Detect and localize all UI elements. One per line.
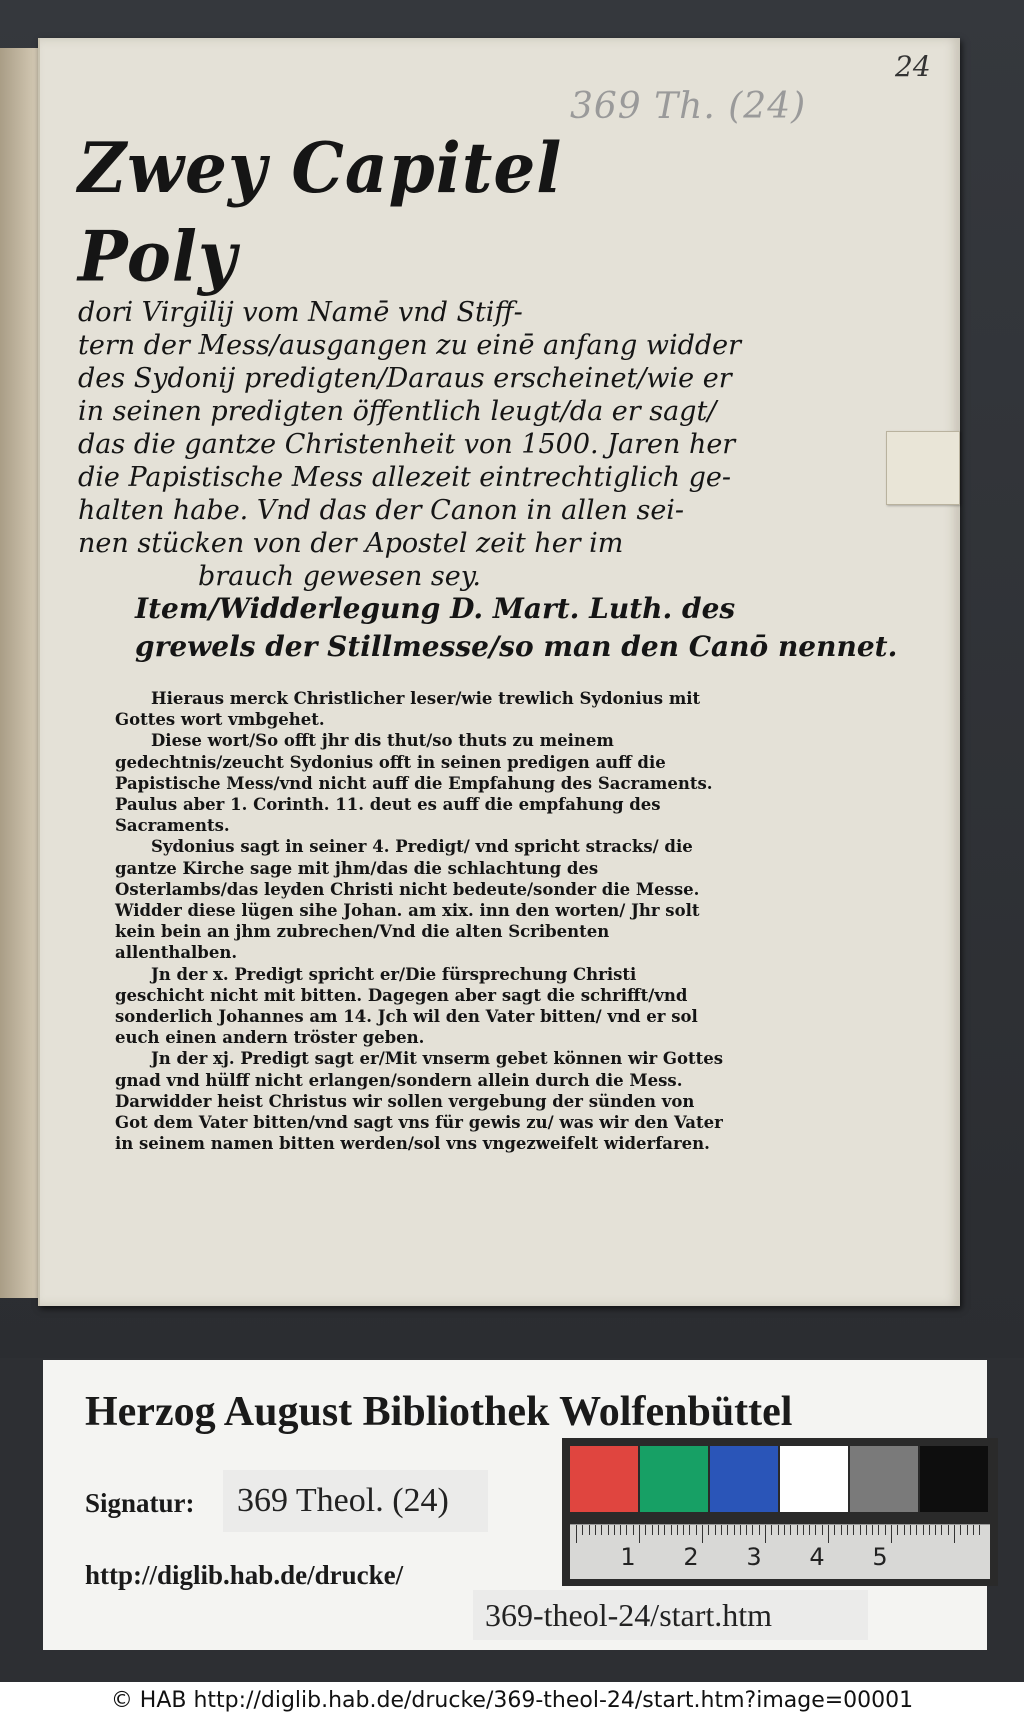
color-swatch (780, 1446, 848, 1512)
ruler-tick (809, 1525, 810, 1535)
footer-bar (0, 1682, 1024, 1721)
ruler-tick (784, 1525, 785, 1535)
title-line: das die gantze Christenheit von 1500. Jaren her (78, 429, 736, 460)
url-part-2: 369-theol-24/start.htm (473, 1590, 868, 1640)
ruler-tick (847, 1525, 848, 1535)
paragraph: Jn der xj. Predigt sagt er/Mit vnserm gebet können wir Gottes gnad vnd hülff nicht erlangen/sondern allein durch die Mess. Darwidder heist Christus wir sollen vergebung der sünden von Got dem Vater bitten/vnd sagt vns für gewis zu/ was wir den Vater in seinem namen bitten werden/sol vns vngezweifelt widerfaren. (115, 1049, 724, 1154)
ruler-tick (841, 1525, 842, 1535)
ruler-tick (872, 1525, 873, 1535)
ruler-tick (960, 1525, 961, 1535)
signatur-value: 369 Theol. (24) (223, 1470, 488, 1532)
ruler-tick (979, 1525, 980, 1535)
ruler-tick (967, 1525, 968, 1535)
title-line: brauch gewesen sey. (198, 561, 482, 592)
color-swatch (570, 1446, 638, 1512)
ruler-tick (860, 1525, 861, 1535)
ruler-tick (645, 1525, 646, 1535)
ruler-tick (878, 1525, 879, 1535)
paragraph: Diese wort/So offt jhr dis thut/so thuts zu meinem gedechtnis/zeucht Sydonius offt in seinen predigen auff die Papistische Mess/vnd nicht auff die Empfahung des Sacraments. Paulus aber 1. Corinth. 11. deut es auff die empfahung des Sacraments. (115, 731, 713, 836)
item-line: grewels der Stillmesse/so man den Canō nennet. (135, 630, 898, 663)
handwritten-shelfmark: 369 Th. (24) (570, 86, 807, 127)
ruler-tick (797, 1525, 798, 1535)
ruler-tick (702, 1525, 703, 1543)
ruler-tick (677, 1525, 678, 1535)
ruler-tick (822, 1525, 823, 1535)
ruler-tick (614, 1525, 615, 1535)
title-line: die Papistische Mess allezeit eintrechtiglich ge- (78, 462, 732, 493)
ruler-tick (910, 1525, 911, 1535)
ruler-tick (885, 1525, 886, 1535)
measurement-ruler (570, 1524, 990, 1579)
ruler-tick (633, 1525, 634, 1535)
ruler-number: 2 (683, 1543, 699, 1571)
ruler-tick (897, 1525, 898, 1535)
body-text (115, 688, 727, 1154)
color-swatch (640, 1446, 708, 1512)
color-calibration-bar (562, 1438, 998, 1586)
color-swatch (850, 1446, 918, 1512)
ruler-tick (954, 1525, 955, 1543)
ruler-tick (916, 1525, 917, 1535)
ruler-tick (866, 1525, 867, 1535)
ruler-tick (790, 1525, 791, 1535)
ruler-tick (626, 1525, 627, 1535)
ruler-tick (734, 1525, 735, 1535)
ruler-tick (671, 1525, 672, 1535)
book-page (38, 38, 960, 1306)
ruler-tick (815, 1525, 816, 1535)
ruler-tick (582, 1525, 583, 1535)
color-swatch (920, 1446, 988, 1512)
ruler-tick (935, 1525, 936, 1535)
ruler-tick (834, 1525, 835, 1535)
ruler-tick (608, 1525, 609, 1535)
ruler-tick (891, 1525, 892, 1543)
ruler-tick (683, 1525, 684, 1535)
ruler-tick (923, 1525, 924, 1535)
title-block (78, 126, 742, 593)
ruler-number: 1 (620, 1543, 636, 1571)
signatur-label: Signatur: (85, 1488, 195, 1518)
title-line: des Sydonij predigten/Daraus erscheinet/wie er (78, 363, 732, 394)
ruler-tick (948, 1525, 949, 1535)
ruler-tick (696, 1525, 697, 1535)
ruler-tick (639, 1525, 640, 1543)
ruler-tick (973, 1525, 974, 1535)
ruler-tick (652, 1525, 653, 1535)
ruler-number: 5 (872, 1543, 888, 1571)
item-line: Item/Widderlegung D. Mart. Luth. des (135, 592, 736, 625)
ruler-tick (601, 1525, 602, 1535)
ruler-tick (576, 1525, 577, 1543)
folio-number: 24 (895, 50, 931, 83)
library-name: Herzog August Bibliothek Wolfenbüttel (85, 1389, 793, 1435)
ruler-tick (778, 1525, 779, 1535)
paper-tab (886, 431, 960, 505)
ruler-tick (941, 1525, 942, 1535)
title-line: dori Virgilij vom Namē vnd Stiff- (78, 297, 523, 328)
copyright-footer: © HAB http://diglib.hab.de/drucke/369-theol-24/start.htm?image=00001 (110, 1688, 914, 1713)
ruler-tick (715, 1525, 716, 1535)
library-label-card (43, 1360, 987, 1650)
page-title: Zwey Capitel Poly (78, 126, 563, 298)
color-swatch (710, 1446, 778, 1512)
ruler-tick (759, 1525, 760, 1535)
title-line: in seinen predigten öffentlich leugt/da er sagt/ (78, 396, 717, 427)
ruler-tick (589, 1525, 590, 1535)
ruler-tick (771, 1525, 772, 1535)
ruler-tick (740, 1525, 741, 1535)
ruler-tick (708, 1525, 709, 1535)
ruler-tick (658, 1525, 659, 1535)
ruler-tick (727, 1525, 728, 1535)
ruler-tick (929, 1525, 930, 1535)
ruler-tick (828, 1525, 829, 1543)
ruler-tick (721, 1525, 722, 1535)
ruler-tick (595, 1525, 596, 1535)
ruler-tick (689, 1525, 690, 1535)
ruler-tick (620, 1525, 621, 1535)
ruler-number: 4 (809, 1543, 825, 1571)
ruler-tick (904, 1525, 905, 1535)
ruler-tick (765, 1525, 766, 1543)
ruler-tick (746, 1525, 747, 1535)
ruler-number: 3 (746, 1543, 762, 1571)
ruler-tick (664, 1525, 665, 1535)
ruler-tick (752, 1525, 753, 1535)
paragraph: Jn der x. Predigt spricht er/Die fürsprechung Christi geschicht nicht mit bitten. Dagegen aber sagt die schrifft/vnd sonderlich Johannes am 14. Jch wil den Vater bitten/ vnd er sol euch einen andern tröster geben. (115, 964, 698, 1048)
title-line: tern der Mess/ausgangen zu einē anfang widder (78, 330, 742, 361)
ruler-tick (853, 1525, 854, 1535)
ruler-tick (803, 1525, 804, 1535)
url-part-1: http://diglib.hab.de/drucke/ (85, 1560, 404, 1590)
title-subtitle (78, 296, 742, 593)
title-line: halten habe. Vnd das der Canon in allen sei- (78, 495, 685, 526)
paragraph: Hieraus merck Christlicher leser/wie trewlich Sydonius mit Gottes wort vmbgehet. (115, 689, 701, 730)
item-heading (135, 590, 898, 666)
title-line: nen stücken von der Apostel zeit her im (78, 528, 624, 559)
color-swatches (570, 1446, 990, 1512)
paragraph: Sydonius sagt in seiner 4. Predigt/ vnd spricht stracks/ die gantze Kirche sage mit jhm/das die schlachtung des Osterlambs/das leyden Christi nicht bedeute/sonder die Messe. Widder diese lügen sihe Johan. am xix. inn den worten/ Jhr solt kein bein an jhm zubrechen/Vnd die alten Scribenten allenthalben. (115, 837, 700, 963)
